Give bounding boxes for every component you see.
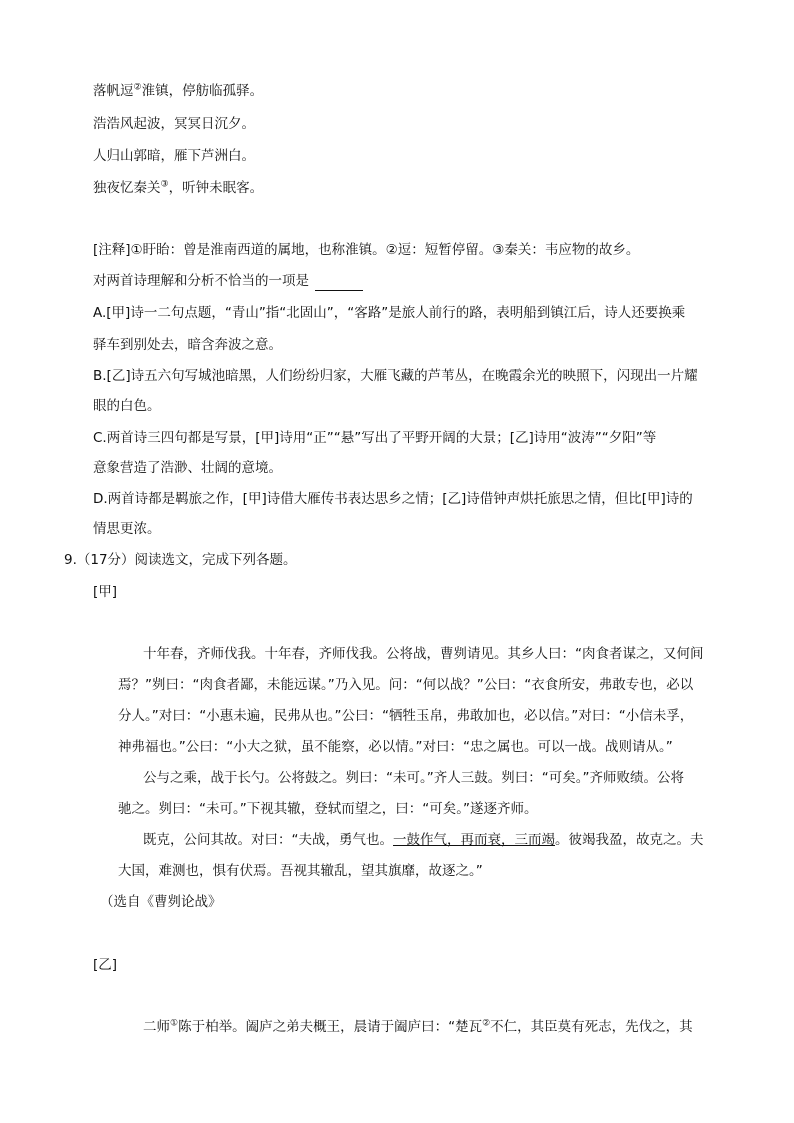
- option-a-line-2: 驿车到别处去，暗含奔波之意。: [93, 337, 282, 353]
- poem-line-3: [93, 146, 255, 166]
- footnote-mark: ②: [482, 1018, 491, 1029]
- poem-text: 独夜忆秦关: [93, 180, 161, 196]
- option-d-line-1: D.两首诗都是羁旅之作，[甲]诗借大雁传书表达思乡之情；[乙]诗借钟声烘托旅思之情，但比[甲]诗的: [93, 491, 693, 507]
- yi-para1-line1: [143, 1017, 693, 1037]
- section-label-yi: [乙]: [93, 957, 118, 973]
- yi-text: 不仁，其臣莫有死志，先伐之，其: [490, 1019, 693, 1035]
- option-b-line-1: B.[乙]诗五六句写城池暗黑，人们纷纷归家，大雁飞藏的芦苇丛，在晚霞余光的映照下，闪现出一片耀: [93, 368, 698, 384]
- option-d-line-2: 情思更浓。: [93, 521, 161, 537]
- yi-text: 二师: [143, 1019, 170, 1035]
- jia-para1-line1: 十年春，齐师伐我。十年春，齐师伐我。公将战，曹刿请见。其乡人曰：“肉食者谋之，又何间: [143, 646, 704, 662]
- poem-text: 浩浩风起波，冥冥日沉夕。: [93, 116, 255, 132]
- option-a-line-1: A.[甲]诗一二句点题，“青山”指“北固山”，“客路”是旅人前行的路，表明船到镇江后，诗人还要换乘: [93, 305, 686, 321]
- poem-text: 落帆逗: [93, 83, 134, 99]
- poem-line-1: [93, 81, 263, 101]
- question-text: 对两首诗理解和分析不恰当的一项是: [93, 273, 309, 289]
- option-c-line-1: C.两首诗三四句都是写景，[甲]诗用“正”“悬”写出了平野开阔的大景；[乙]诗用“波涛”“夕阳”等: [93, 430, 657, 446]
- poem-line-2: [93, 114, 255, 134]
- poem-text: 人归山郭暗，雁下芦洲白。: [93, 148, 255, 164]
- jia-para3-line2: 大国，难测也，惧有伏焉。吾视其辙乱，望其旗靡，故逐之。”: [118, 863, 483, 879]
- jia-text: 既克，公问其故。对曰：“夫战，勇气也。: [143, 832, 393, 848]
- annotation-note: [注释]①盱眙：曾是淮南西道的属地，也称淮镇。②逗：短暂停留。③秦关：韦应物的故乡。: [93, 242, 640, 258]
- jia-para1-line3: 分人。”对曰：“小惠未遍，民弗从也。”公曰：“牺牲玉帛，弗敢加也，必以信。”对曰：“小信未孚，: [118, 708, 694, 724]
- footnote-mark: ①: [170, 1018, 179, 1029]
- option-c-line-2: 意象营造了浩渺、壮阔的意境。: [93, 460, 282, 476]
- jia-para2-line1: 公与之乘，战于长勺。公将鼓之。刿曰：“未可。”齐人三鼓。刿曰：“可矣。”齐师败绩。公将: [143, 770, 684, 786]
- question-8: [93, 271, 363, 291]
- footnote-mark: ③: [160, 179, 169, 190]
- footnote-mark: ②: [133, 82, 142, 93]
- yi-text: 陈于柏举。阖庐之弟夫概王，晨请于阖庐曰：“楚瓦: [178, 1019, 483, 1035]
- jia-para2-line2: 驰之。刿曰：“未可。”下视其辙，登轼而望之，曰：“可矣。”遂逐齐师。: [118, 801, 538, 817]
- jia-para3-line1: [143, 830, 704, 850]
- underlined-sentence: 一鼓作气，再而衰，三而竭: [393, 832, 555, 848]
- poem-text: ，听钟未眠客。: [168, 180, 264, 196]
- question-9: 9.（17分）阅读选文，完成下列各题。: [64, 552, 297, 568]
- jia-para1-line4: 神弗福也。”公曰：“小大之狱，虽不能察，必以情。”对曰：“忠之属也。可以一战。战则请从。”: [118, 739, 673, 755]
- answer-blank: [315, 276, 363, 291]
- jia-text: 。彼竭我盈，故克之。夫: [555, 832, 704, 848]
- source-jia: （选自《曹刿论战》: [100, 894, 222, 910]
- poem-line-4: [93, 178, 263, 198]
- poem-text: 淮镇，停舫临孤驿。: [141, 83, 264, 99]
- jia-para1-line2: 焉？”刿曰：“肉食者鄙，未能远谋。”乃入见。问：“何以战？”公曰：“衣食所安，弗敢专也，必以: [118, 677, 694, 693]
- section-label-jia: [甲]: [93, 584, 118, 600]
- option-b-line-2: 眼的白色。: [93, 398, 161, 414]
